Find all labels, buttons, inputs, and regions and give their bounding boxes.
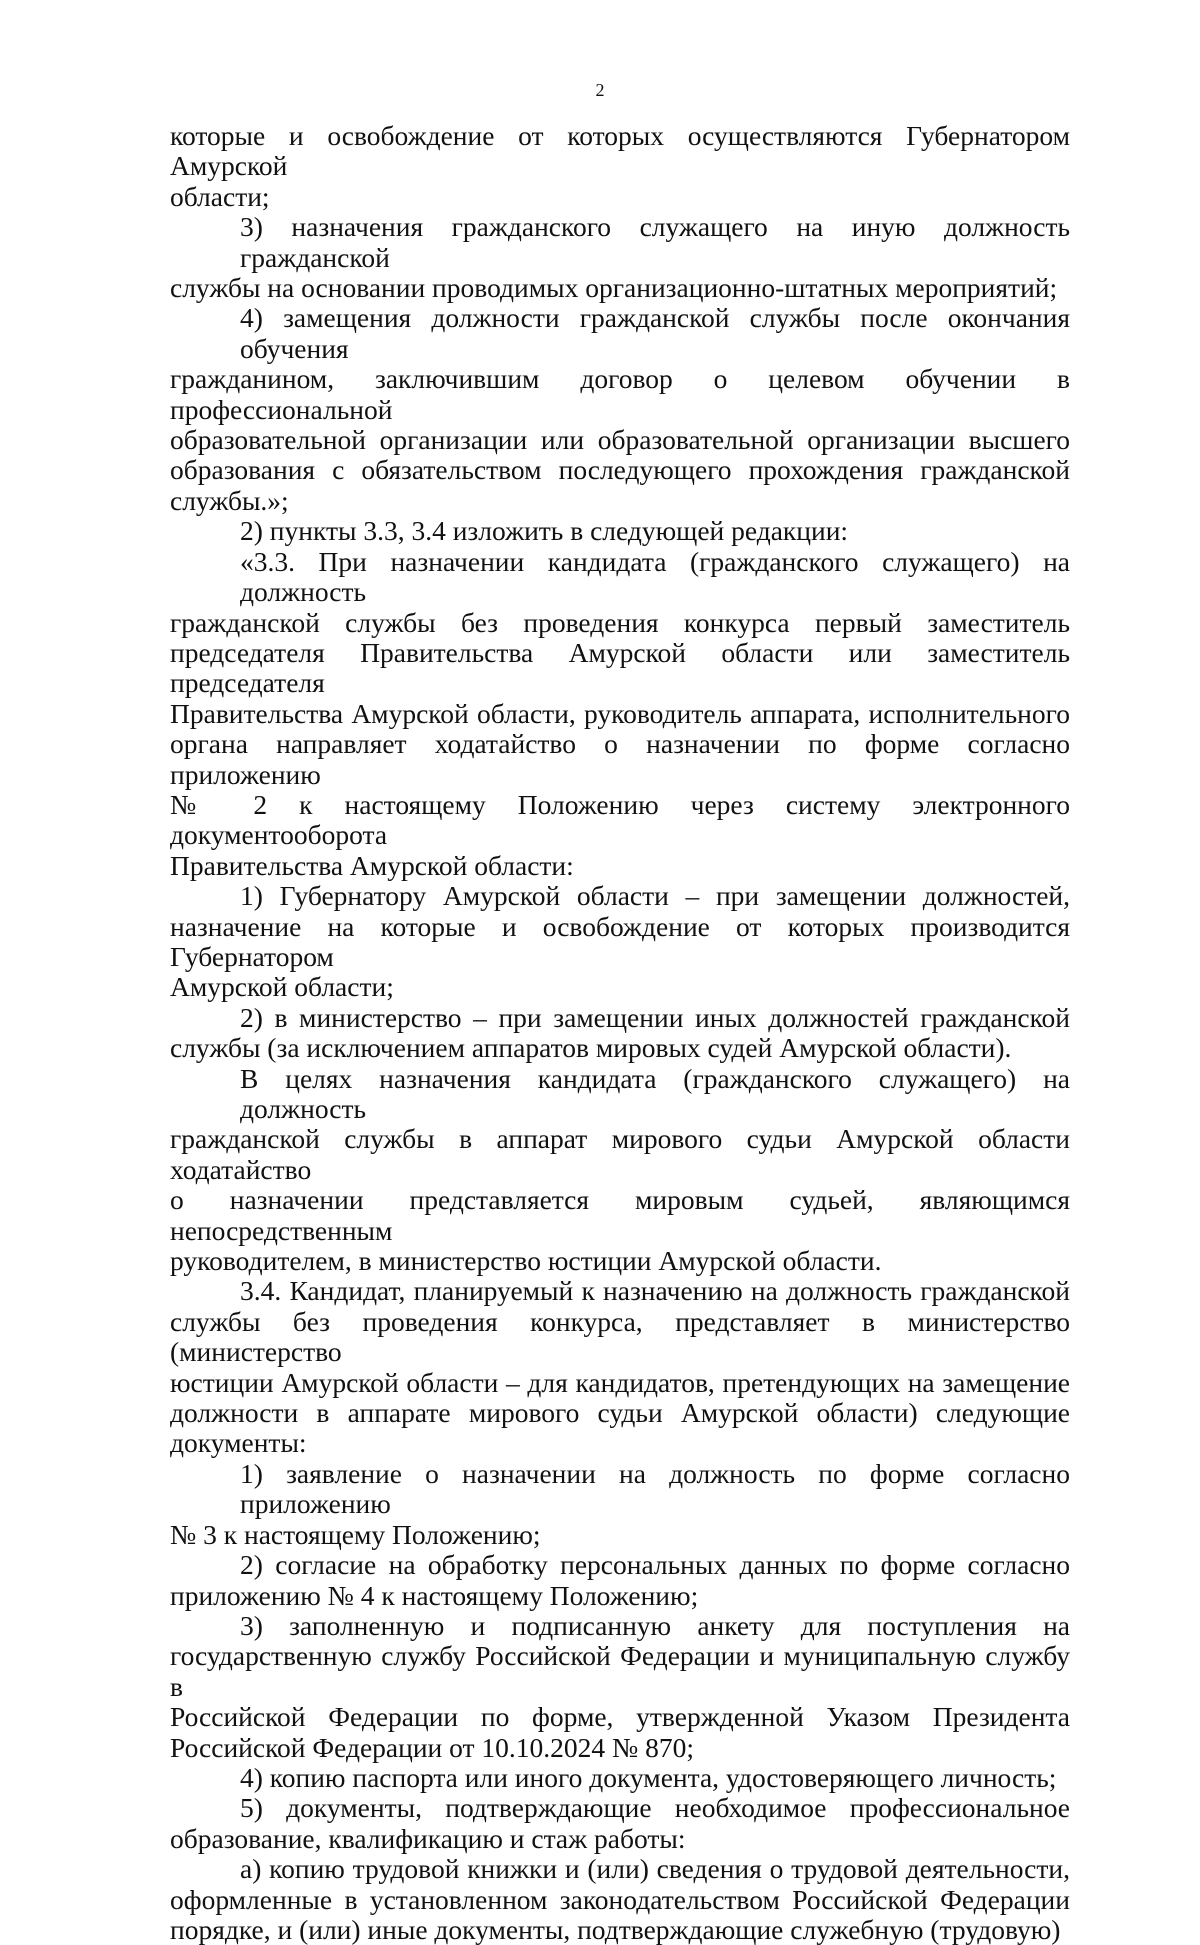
text-line: Российской Федерации по форме, утвержденной Указом Президента xyxy=(170,1701,1070,1733)
text-line: 4) замещения должности гражданской службы после окончания обучения xyxy=(240,302,1070,364)
paragraph xyxy=(170,547,1070,881)
text-line: гражданской службы в аппарат мирового судьи Амурской области ходатайство xyxy=(170,1123,1070,1185)
text-line: 5) документы, подтверждающие необходимое профессиональное xyxy=(240,1792,1070,1824)
text-line: документы: xyxy=(170,1427,307,1459)
text-line: 1) Губернатору Амурской области – при замещении должностей, xyxy=(240,880,1070,912)
paragraph xyxy=(170,1064,1070,1277)
paragraph xyxy=(170,1459,1070,1550)
text-line: а) копию трудовой книжки и (или) сведения о трудовой деятельности, xyxy=(240,1853,1070,1885)
text-line: В целях назначения кандидата (гражданского служащего) на должность xyxy=(240,1062,1070,1124)
paragraph xyxy=(170,212,1070,303)
paragraph xyxy=(170,1003,1070,1064)
text-line: службы без проведения конкурса, представляет в министерство (министерство xyxy=(170,1305,1070,1368)
text-line: образование, квалификацию и стаж работы: xyxy=(170,1822,686,1854)
text-line: органа направляет ходатайство о назначении по форме согласно приложению xyxy=(170,728,1070,790)
paragraph xyxy=(170,881,1070,1003)
text-line: Правительства Амурской области: xyxy=(170,849,574,881)
text-line: 2) в министерство – при замещении иных должностей гражданской xyxy=(240,1001,1070,1033)
paragraph xyxy=(170,303,1070,516)
text-line: приложению № 4 к настоящему Положению; xyxy=(170,1579,699,1611)
paragraph xyxy=(170,1550,1070,1611)
paragraph xyxy=(170,1611,1070,1763)
text-line: Амурской области; xyxy=(170,971,394,1003)
text-line: образовательной организации или образовательной организации высшего xyxy=(170,424,1070,456)
text-line: руководителем, в министерство юстиции Амурской области. xyxy=(170,1245,882,1277)
text-line: 2) согласие на обработку персональных данных по форме согласно xyxy=(240,1549,1070,1581)
text-line: службы.»; xyxy=(170,484,289,516)
text-line: области; xyxy=(170,180,270,212)
text-line: Правительства Амурской области, руководитель аппарата, исполнительного xyxy=(170,697,1070,729)
text-line: о назначении представляется мировым судьей, являющимся непосредственным xyxy=(170,1184,1070,1246)
text-line: оформленные в установленном законодательством Российской Федерации xyxy=(170,1883,1070,1915)
text-line: 3) заполненную и подписанную анкету для поступления на xyxy=(240,1609,1070,1641)
text-line: 3) назначения гражданского служащего на иную должность гражданской xyxy=(240,211,1070,273)
text-line: образования с обязательством последующего прохождения гражданской xyxy=(170,454,1070,486)
paragraph xyxy=(170,516,1070,546)
text-line: юстиции Амурской области – для кандидатов, претендующих на замещение xyxy=(170,1366,1070,1398)
paragraph xyxy=(170,1854,1070,1945)
text-line: председателя Правительства Амурской области или заместитель председателя xyxy=(170,636,1070,699)
text-line: гражданской службы без проведения конкурса первый заместитель xyxy=(170,606,1070,638)
text-line: 4) копию паспорта или иного документа, удостоверяющего личность; xyxy=(240,1761,1057,1793)
text-line: № 2 к настоящему Положению через систему электронного документооборота xyxy=(170,788,1070,851)
text-line: № 3 к настоящему Положению; xyxy=(170,1518,541,1550)
text-line: службы на основании проводимых организационно-штатных мероприятий; xyxy=(170,272,1058,304)
text-line: назначение на которые и освобождение от которых производится Губернатором xyxy=(170,910,1070,972)
text-line: гражданином, заключившим договор о целевом обучении в профессиональной xyxy=(170,363,1070,425)
text-line: 3.4. Кандидат, планируемый к назначению на должность гражданской xyxy=(240,1275,1070,1307)
paragraph xyxy=(170,1793,1070,1854)
paragraph xyxy=(170,1763,1070,1793)
text-line: государственную службу Российской Федерации и муниципальную службу в xyxy=(170,1640,1070,1702)
paragraph xyxy=(170,121,1070,212)
text-line: 1) заявление о назначении на должность по форме согласно приложению xyxy=(240,1457,1070,1520)
paragraph xyxy=(170,1276,1070,1458)
document-body xyxy=(170,121,1070,1945)
text-line: «3.3. При назначении кандидата (гражданского служащего) на должность xyxy=(240,545,1070,608)
text-line: 2) пункты 3.3, 3.4 изложить в следующей редакции: xyxy=(240,515,849,547)
text-line: должности в аппарате мирового судьи Амурской области) следующие xyxy=(170,1397,1070,1429)
text-line: Российской Федерации от 10.10.2024 № 870; xyxy=(170,1731,695,1763)
page-number: 2 xyxy=(595,80,605,100)
text-line: которые и освобождение от которых осуществляются Губернатором Амурской xyxy=(170,120,1070,182)
text-line: службы (за исключением аппаратов мировых судей Амурской области). xyxy=(170,1032,1012,1064)
text-line: порядке, и (или) иные документы, подтверждающие служебную (трудовую) xyxy=(170,1913,1061,1945)
